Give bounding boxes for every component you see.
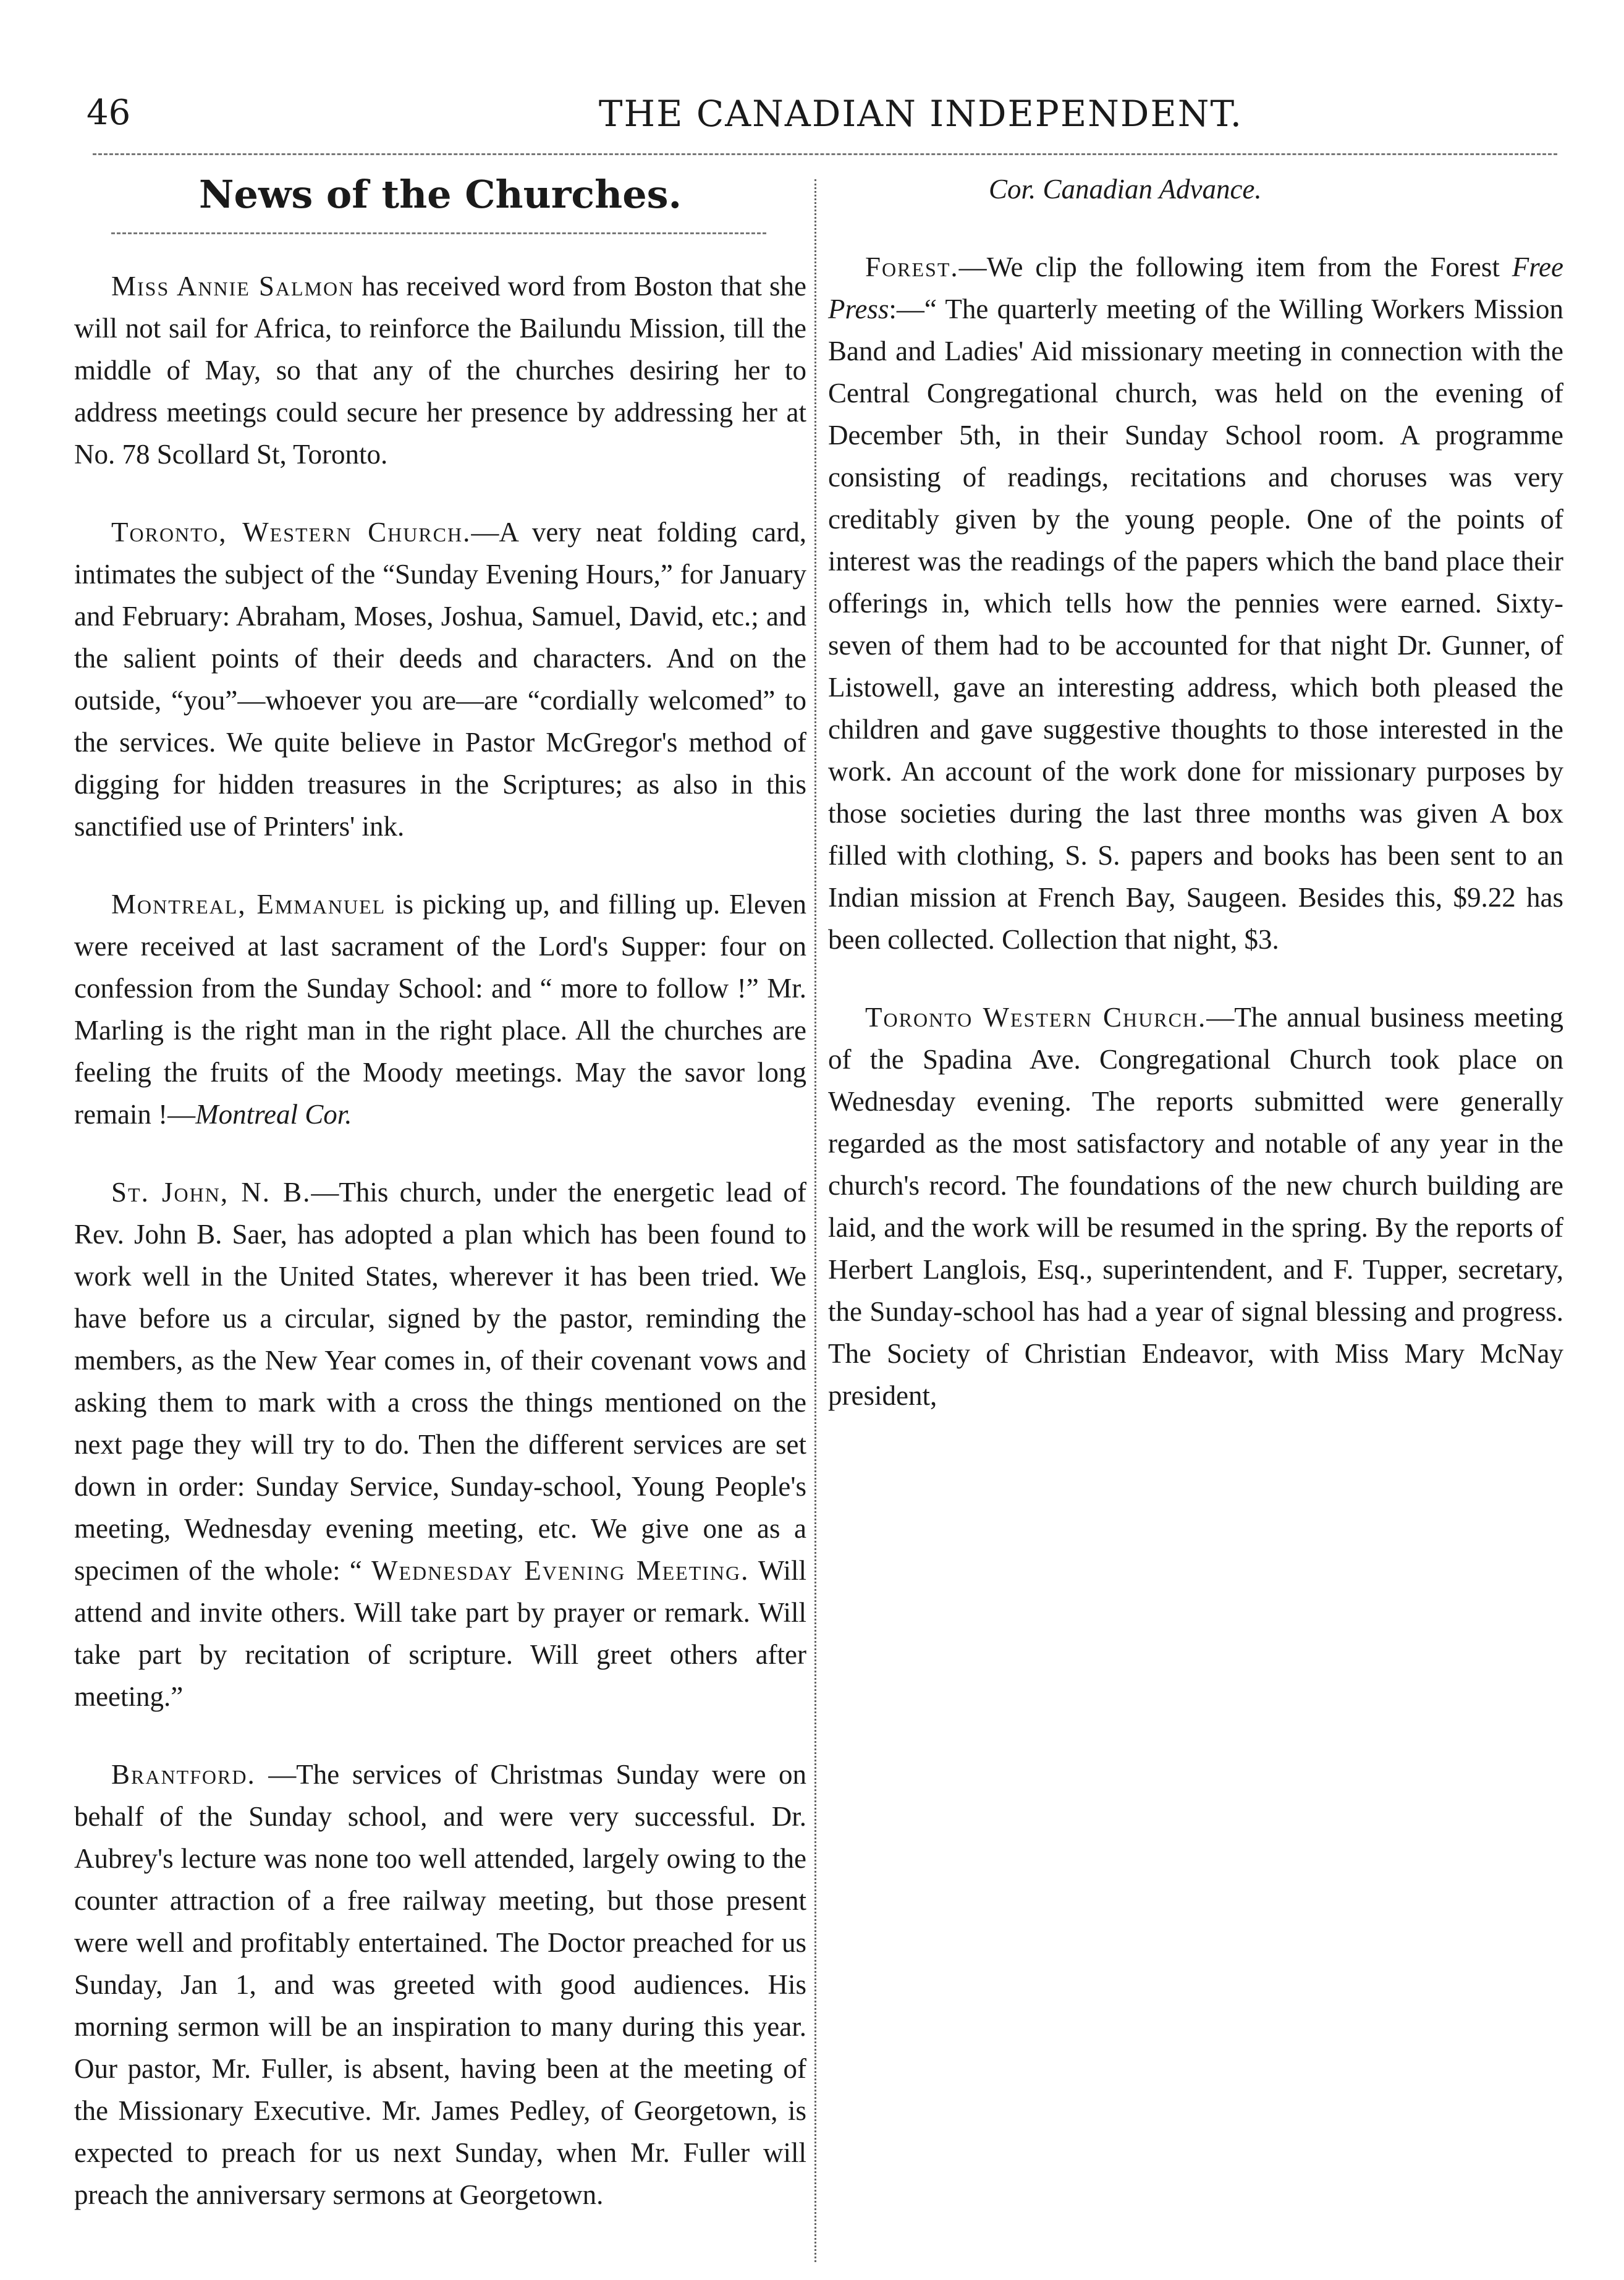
article-body: —A very neat folding card, intimates the subject of the “Sunday Evening Hours,” for January and February: Abraham, Moses, Joshua, Samuel, David, etc.; and the salient points of their deeds and characters. And on the outside, “you”—whoever you are—are “cordially welcomed” to the services. We quite believe in Pastor McGregor's method of digging for hidden treasures in the Scriptures; as also in this sanctified use of Printers' ink. — [74, 517, 807, 842]
article-toronto-western-1 — [74, 511, 806, 847]
article-body: —We clip the following item from the Forest — [958, 252, 1512, 282]
header-rule — [93, 153, 1557, 155]
page-header — [0, 93, 1624, 148]
article-toronto-western-2 — [828, 996, 1563, 1417]
left-column — [74, 167, 806, 2216]
article-body: —The services of Christmas Sunday were on behalf of the Sunday school, and were very successful. Dr. Aubrey's lecture was none too well attended, largely owing to the counter attraction of a free railway meeting, but those present were well and profitably entertained. The Doctor preached for us Sunday, Jan 1, and was greeted with good audiences. His morning sermon will be an inspiration to many during this year. Our pastor, Mr. Fuller, is absent, having been at the meeting of the Missionary Executive. Mr. James Pedley, of Georgetown, is expected to preach for us next Sunday, when Mr. Fuller will preach the anniversary sermons at Georgetown. — [74, 1759, 806, 2210]
article-body: —This church, under the energetic lead of Rev. John B. Saer, has adopted a plan which has been found to work well in the United States, wherever it has been tried. We have before us a circular, signed by the pastor, reminding the members, as the New Year comes in, of their covenant vows and asking them to mark with a cross the things mentioned on the next page they will try to do. Then the different services are set down in order: Sunday Service, Sunday-school, Young People's meeting, Wednesday evening meeting, etc. We give one as a specimen of the whole: “ — [74, 1177, 806, 1586]
article-lead: Toronto Western Church. — [865, 1002, 1207, 1033]
article-lead: Miss Annie Salmon — [111, 271, 355, 302]
article-lead: Forest. — [865, 252, 959, 282]
article-lead: St. John, N. B. — [111, 1177, 311, 1208]
article-brantford — [74, 1753, 806, 2216]
article-montreal — [74, 883, 806, 1135]
article-lead: Brantford. — [111, 1759, 256, 1790]
article-forest — [828, 246, 1563, 960]
article-brantford-signature — [828, 168, 1563, 210]
newspaper-name: Free Press — [828, 252, 1563, 324]
article-body: has received word from Boston that she will not sail for Africa, to reinforce the Bailundu Mission, till the middle of May, so that any of the churches desiring her to address meetings could secure her presence by addressing her at No. 78 Scollard St, Toronto. — [74, 271, 806, 470]
column-divider — [814, 179, 816, 2262]
page-number: 46 — [87, 93, 131, 133]
article-st-john — [74, 1171, 806, 1718]
right-column — [828, 168, 1563, 1452]
article-body-cont: :—“ The quarterly meeting of the Willing Workers Mission Band and Ladies' Aid missionary meeting in connection with the Central Congregational church, was held on the evening of December 5th, in their Sunday School room. A programme consisting of readings, recitations and choruses was very creditably given by the young people. One of the points of interest was the readings of the papers which the band place their offerings in, which tells how the pennies were earned. Sixty-seven of them had to be accounted for that night Dr. Gunner, of Listowell, gave an interesting address, which both pleased the children and gave suggestive thoughts to those interested in the work. An account of the work done for missionary purposes by those societies during the last three months was given A box filled with clothing, S. S. papers and books has been sent to an Indian mission at French Bay, Saugeen. Besides this, $9.22 has been collected. Collection that night, $3. — [828, 294, 1563, 955]
article-signature: Cor. Canadian Advance. — [989, 174, 1262, 205]
article-lead: Toronto, Western Church. — [111, 517, 472, 548]
journal-title: THE CANADIAN INDEPENDENT. — [598, 93, 1243, 135]
article-body: is picking up, and filling up. Eleven were received at last sacrament of the Lord's Supper: four on confession from the Sunday School: and “ more to follow !” Mr. Marling is the right man in the right place. All the churches are feeling the fruits of the Moody meetings. May the savor long remain !— — [74, 889, 806, 1130]
article-signature: Montreal Cor. — [195, 1099, 352, 1130]
section-rule — [111, 232, 766, 234]
section-title: News of the Churches. — [198, 172, 682, 217]
article-body: —The annual business meeting of the Spadina Ave. Congregational Church took place on Wednesday evening. The reports submitted were generally regarded as the most satisfactory and notable of any year in the church's record. The foundations of the new church building are laid, and the work will be resumed in the spring. By the reports of Herbert Langlois, Esq., superintendent, and F. Tupper, secretary, the Sunday-school has had a year of signal blessing and progress. The Society of Christian Endeavor, with Miss Mary McNay president, — [828, 1002, 1563, 1411]
article-lead: Montreal, Emmanuel — [111, 889, 386, 920]
quote-lead: Wednesday Evening Meeting. — [371, 1555, 750, 1586]
article-salmon — [74, 265, 806, 475]
quote-body: Will attend and invite others. Will take part by prayer or remark. Will take part by recitation of scripture. Will greet others after meeting.” — [74, 1555, 806, 1712]
